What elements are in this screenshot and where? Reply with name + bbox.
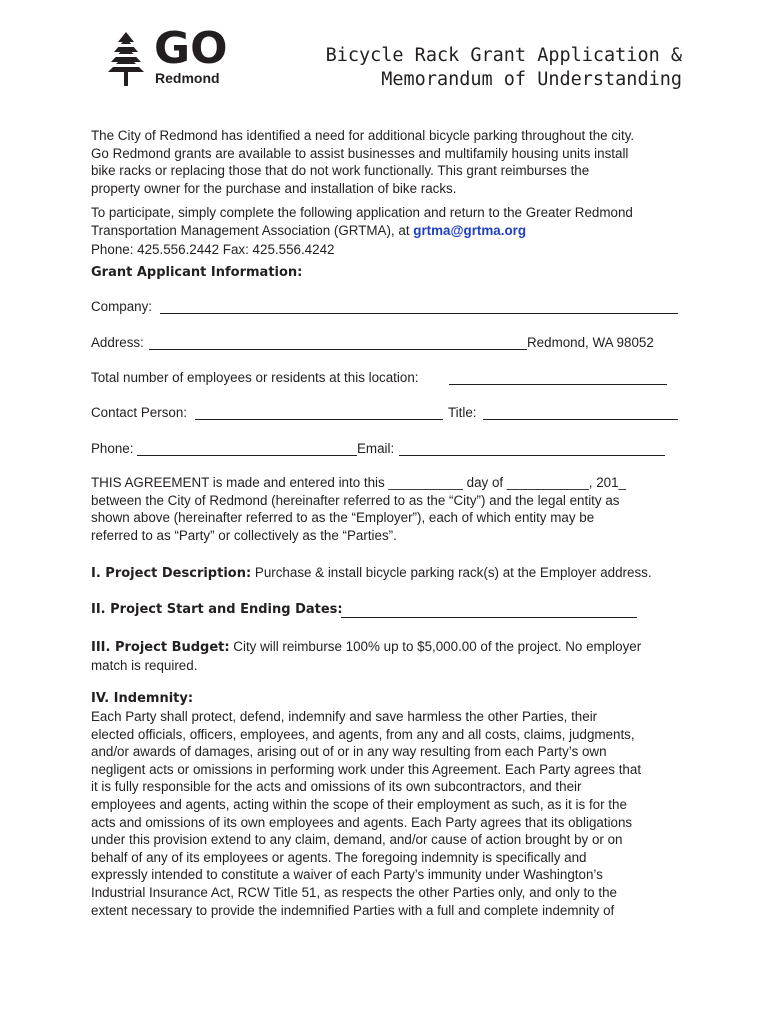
indemnity-line: elected officials, officers, employees, and agents, from any and all costs, claims, judgments,	[91, 726, 635, 742]
project-description-text: Purchase & install bicycle parking rack(s) at the Employer address.	[251, 565, 652, 580]
indemnity-line: under this provision extend to any claim, demand, and/or cause of action brought by or on	[91, 832, 623, 848]
project-dates-field[interactable]	[341, 617, 637, 618]
employees-field[interactable]	[449, 384, 667, 385]
grtma-email-link[interactable]: grtma@grtma.org	[413, 222, 527, 238]
intro-line: The City of Redmond has identified a need for additional bicycle parking throughout the city.	[91, 128, 635, 143]
project-budget	[91, 638, 641, 674]
title-line-2: Memorandum of Understanding	[381, 69, 682, 90]
intro-line: bike racks or replacing those that do not work functionally. This grant reimburses the	[91, 163, 590, 179]
project-description-label: I. Project Description:	[91, 566, 252, 581]
phone-field[interactable]	[137, 455, 357, 456]
contact-person-field[interactable]	[195, 419, 443, 420]
address-city-suffix: Redmond, WA 98052	[527, 335, 654, 350]
indemnity-line: behalf of any of its employees or agents. The foregoing indemnity is specifically and	[91, 849, 587, 865]
participate-line: To participate, simply complete the following application and return to the Greater Redmond	[91, 205, 633, 220]
indemnity-line: it is fully responsible for the acts and omissions of its own subcontractors, and their	[91, 779, 582, 795]
logo-wordmark: GO	[154, 23, 228, 74]
tree-icon	[108, 30, 152, 90]
agreement-line: THIS AGREEMENT is made and entered into this __________ day of ___________, 201_	[91, 475, 626, 490]
project-description	[91, 564, 652, 583]
agreement-line: between the City of Redmond (hereinafter referred to as the “City”) and the legal entity as	[91, 492, 620, 508]
logo-city-name: Redmond	[155, 70, 220, 86]
go-redmond-logo	[108, 23, 228, 90]
indemnity-label: IV. Indemnity:	[91, 691, 194, 706]
indemnity-line: Industrial Insurance Act, RCW Title 51, as respects the other Parties only, and only to the	[91, 884, 617, 900]
participate-line: Transportation Management Association (GRTMA), at grtma@grtma.org	[91, 222, 527, 238]
contact-phone-fax: Phone: 425.556.2442 Fax: 425.556.4242	[91, 242, 335, 258]
employees-label: Total number of employees or residents at this location:	[91, 370, 419, 385]
indemnity-line: expressly intended to constitute a waiver of each Party’s immunity under Washington’s	[91, 867, 603, 883]
indemnity-line: extent necessary to provide the indemnified Parties with a full and complete indemnity of	[91, 902, 615, 918]
project-budget-text-2: match is required.	[91, 657, 198, 673]
applicant-heading: Grant Applicant Information:	[91, 265, 303, 280]
agreement-line: shown above (hereinafter referred to as the “Employer”), each of which entity may be	[91, 510, 595, 526]
agreement-line: referred to as “Party” or collectively as the “Parties”.	[91, 527, 397, 543]
intro-line: property owner for the purchase and installation of bike racks.	[91, 180, 457, 196]
address-field[interactable]	[149, 349, 527, 350]
address-label: Address:	[91, 335, 144, 350]
intro-line: Go Redmond grants are available to assist businesses and multifamily housing units install	[91, 145, 629, 161]
agreement-paragraph	[91, 474, 626, 544]
indemnity-paragraph	[91, 708, 641, 919]
document-title	[250, 44, 682, 92]
project-dates-label: II. Project Start and Ending Dates:	[91, 602, 343, 617]
indemnity-line: employees and agents, acting within the scope of their employment as such, as it is for the	[91, 796, 627, 812]
project-budget-text: City will reimburse 100% up to $5,000.00 of the project. No employer	[229, 639, 642, 654]
phone-label: Phone:	[91, 441, 134, 456]
indemnity-line: Each Party shall protect, defend, indemnify and save harmless the other Parties, their	[91, 709, 598, 724]
indemnity-line: acts and omissions of its own employees and agents. Each Party agrees that its obligations	[91, 814, 633, 830]
title-line-1: Bicycle Rack Grant Application &	[325, 45, 682, 66]
participate-paragraph	[91, 204, 633, 259]
email-label: Email:	[357, 441, 395, 456]
title-field[interactable]	[483, 419, 678, 420]
indemnity-line: negligent acts or omissions in performing work under this Agreement. Each Party agrees that	[91, 761, 642, 777]
intro-paragraph	[91, 127, 634, 197]
title-label: Title:	[448, 405, 477, 420]
company-label: Company:	[91, 299, 153, 314]
company-field[interactable]	[160, 313, 678, 314]
email-field[interactable]	[399, 455, 665, 456]
indemnity-line: and/or awards of damages, arising out of or in any way resulting from each Party’s own	[91, 744, 607, 760]
project-budget-label: III. Project Budget:	[91, 640, 230, 655]
contact-person-label: Contact Person:	[91, 405, 188, 420]
